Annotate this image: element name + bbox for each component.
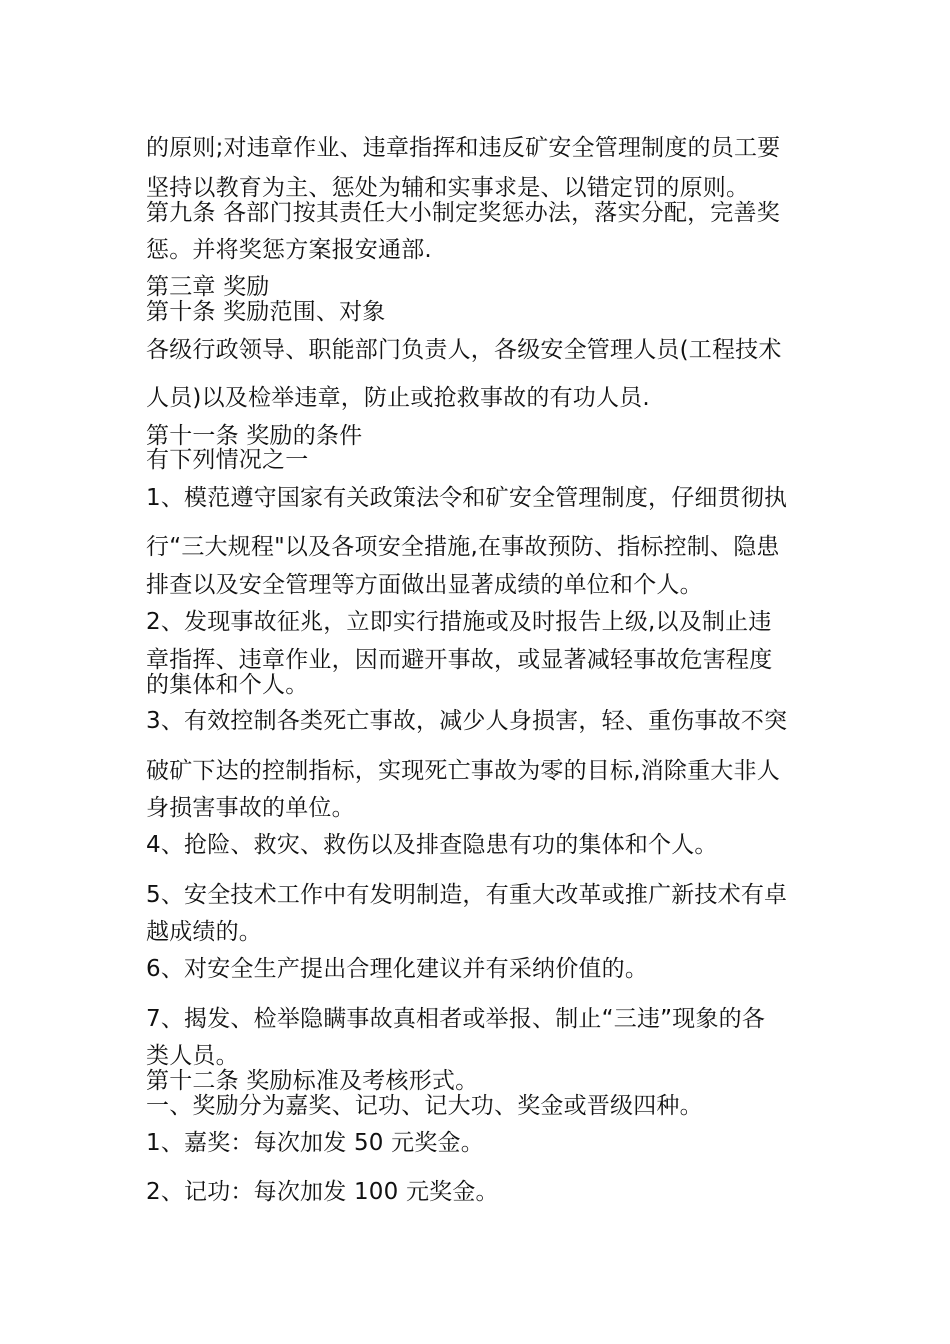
list-item: 4、抢险、救灾、救伤以及排查隐患有功的集体和个人。	[146, 832, 718, 858]
text-line: 有下列情况之一	[146, 447, 309, 473]
text-line: 破矿下达的控制指标，实现死亡事故为零的目标,消除重大非人	[146, 758, 780, 784]
list-item: 2、发现事故征兆，立即实行措施或及时报告上级,以及制止违	[146, 609, 772, 635]
article-heading: 第十二条 奖励标准及考核形式。	[146, 1068, 479, 1094]
chapter-heading: 第三章 奖励	[146, 274, 270, 300]
list-item: 5、安全技术工作中有发明制造，有重大改革或推广新技术有卓	[146, 882, 788, 908]
text-line: 人员)以及检举违章，防止或抢救事故的有功人员.	[146, 385, 650, 411]
text-line: 各级行政领导、职能部门负责人，各级安全管理人员(工程技术	[146, 337, 782, 363]
text-line: 惩。并将奖惩方案报安通部.	[146, 237, 432, 263]
text-line: 排查以及安全管理等方面做出显著成绩的单位和个人。	[146, 572, 703, 598]
list-item: 3、有效控制各类死亡事故，减少人身损害，轻、重伤事故不突	[146, 708, 788, 734]
text-line: 行“三大规程"以及各项安全措施,在事故预防、指标控制、隐患	[146, 534, 780, 560]
text-line: 越成绩的。	[146, 919, 262, 945]
text-line: 坚持以教育为主、惩处为辅和实事求是、以错定罚的原则。	[146, 175, 750, 201]
list-item: 1、模范遵守国家有关政策法令和矿安全管理制度，仔细贯彻执	[146, 485, 788, 511]
list-item: 2、记功：每次加发 100 元奖金。	[146, 1179, 499, 1205]
text-line: 第九条 各部门按其责任大小制定奖惩办法，落实分配，完善奖	[146, 200, 780, 226]
list-item: 1、嘉奖：每次加发 50 元奖金。	[146, 1130, 484, 1156]
text-line: 一、奖励分为嘉奖、记功、记大功、奖金或晋级四种。	[146, 1093, 703, 1119]
article-heading: 第十一条 奖励的条件	[146, 423, 363, 449]
article-heading: 第十条 奖励范围、对象	[146, 299, 386, 325]
text-line: 身损害事故的单位。	[146, 795, 355, 821]
list-item: 6、对安全生产提出合理化建议并有采纳价值的。	[146, 956, 649, 982]
text-line: 的集体和个人。	[146, 672, 309, 698]
text-line: 的原则;对违章作业、违章指挥和违反矿安全管理制度的员工要	[146, 135, 781, 161]
list-item: 7、揭发、检举隐瞒事故真相者或举报、制止“三违”现象的各	[146, 1006, 766, 1032]
text-line: 章指挥、违章作业，因而避开事故，或显著减轻事故危害程度	[146, 647, 773, 673]
text-line: 类人员。	[146, 1043, 239, 1069]
